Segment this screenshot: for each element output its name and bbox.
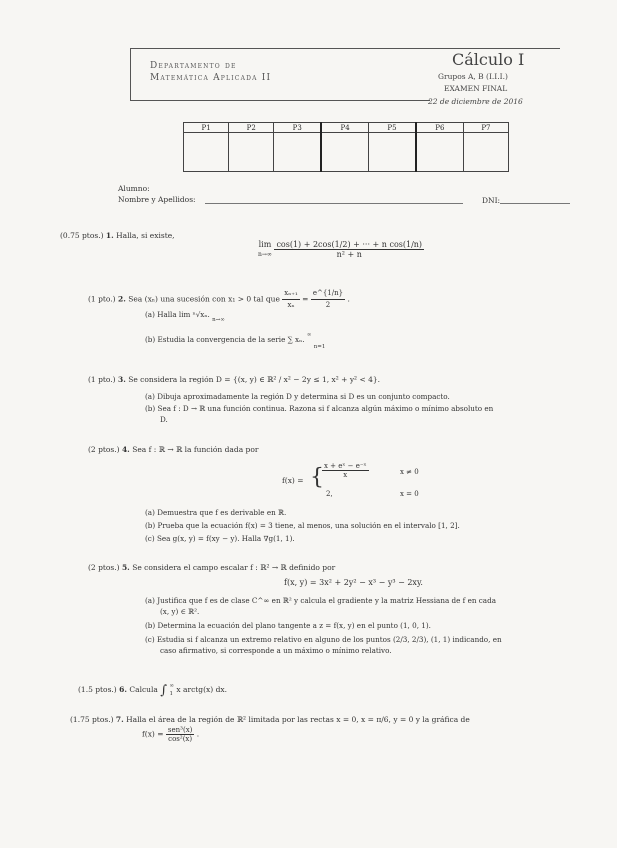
limit-subscript: n→∞	[258, 251, 272, 258]
problem-4	[88, 444, 258, 455]
grade-cell[interactable]	[184, 133, 229, 172]
item-text: Demuestra que f es derivable en ℝ.	[157, 508, 287, 517]
problem-6	[78, 682, 227, 698]
problem-3-text: Se considera la región D = {(x, y) ∈ ℝ² / x² − 2y ≤ 1, x² + y² < 4}.	[128, 375, 381, 384]
problem-3-item-b	[145, 404, 493, 414]
problem-4-number: 4.	[121, 445, 130, 454]
exam-label: EXAMEN FINAL	[444, 84, 508, 93]
problem-2-period: .	[347, 294, 350, 304]
problem-5-item-a-cont	[160, 607, 199, 617]
dni-label: DNI:	[482, 196, 501, 205]
problem-5-item-b	[145, 621, 431, 631]
item-text: (x, y) ∈ ℝ².	[160, 607, 200, 616]
case1-numerator: x + eˣ − e⁻ˣ	[324, 462, 367, 470]
item-text: Sea g(x, y) = f(xy − y). Halla ∇g(1, 1).	[156, 534, 295, 543]
item-label: (c)	[145, 635, 155, 644]
item-label: (b)	[145, 335, 156, 344]
integral-sign: ∫	[160, 683, 168, 698]
item-text: Prueba que la ecuación f(x) = 3 tiene, al menos, una solución en el intervalo [1, 2].	[157, 521, 460, 530]
problem-1-points: (0.75 ptos.)	[60, 231, 104, 240]
grade-col-p5: P5	[369, 123, 416, 133]
problem-6-points: (1.5 ptos.)	[78, 685, 117, 694]
grade-cell[interactable]	[369, 133, 416, 172]
problem-7-number: 7.	[115, 715, 124, 724]
problem-4-item-a	[145, 508, 286, 518]
problem-5-points: (2 ptos.)	[88, 563, 120, 572]
item-text: Justifica que f es de clase C^∞ en ℝ² y calcula el gradiente y la matriz Hessiana de f en cada	[157, 596, 496, 605]
problem-2	[88, 288, 350, 311]
item-text: caso afirmativo, si corresponde a un máximo o mínimo relativo.	[160, 646, 392, 655]
piecewise-brace: {	[310, 465, 324, 490]
item-text: Dibuja aproximadamente la región D y determina si D es un conjunto compacto.	[157, 392, 450, 401]
fx-numerator: sen³(x)	[167, 726, 193, 734]
integral-upper: ∞	[169, 683, 175, 689]
problem-3-item-b-cont	[160, 415, 168, 425]
problem-5-item-a	[145, 596, 496, 606]
problem-3-number: 3.	[117, 375, 126, 384]
integrand: x arctg(x) dx.	[176, 685, 227, 694]
item-text: Sea f : D → ℝ una función continua. Razona si f alcanza algún máximo o mínimo absoluto en	[157, 404, 494, 413]
problem-4-text: Sea f : ℝ → ℝ la función dada por	[132, 445, 259, 454]
problem-1	[60, 230, 175, 241]
item-text: Estudia la convergencia de la serie ∑ xₙ.	[157, 335, 305, 344]
rhs-numerator: e^{1/n}	[311, 288, 345, 300]
header-left-rule	[130, 48, 131, 100]
case2-value: 2,	[326, 490, 333, 498]
department-line-1: Departamento de	[150, 61, 237, 71]
problem-4-piecewise	[282, 462, 442, 502]
limit-operator: lim	[258, 240, 272, 249]
grade-col-p4: P4	[321, 123, 368, 133]
problem-3	[88, 374, 380, 385]
grade-table	[183, 122, 509, 172]
item-label: (a)	[145, 596, 155, 605]
integral-lower: 1	[169, 691, 173, 697]
item-text: Halla lim ⁿ√xₙ.	[157, 310, 210, 319]
problem-2-text: Sea (xₙ) una sucesión con x₁ > 0 tal que	[128, 294, 280, 304]
grade-col-p2: P2	[229, 123, 274, 133]
exam-date: 22 de diciembre de 2016	[428, 97, 523, 106]
problem-2-item-b	[145, 332, 326, 350]
student-label: Alumno:	[118, 184, 150, 193]
grade-cell[interactable]	[229, 133, 274, 172]
problem-7	[70, 714, 470, 725]
problem-3-points: (1 pto.)	[88, 375, 116, 384]
ratio-denominator: xₙ	[287, 301, 295, 309]
name-label: Nombre y Apellidos:	[118, 195, 196, 204]
problem-7-function	[142, 726, 199, 743]
case1-denominator: x	[343, 471, 348, 479]
problem-4-item-b	[145, 521, 460, 531]
problem-1-formula	[258, 240, 424, 259]
ratio-numerator: xₙ₊₁	[282, 288, 299, 300]
item-label: (a)	[145, 508, 155, 517]
limit-denominator: n² + n	[336, 250, 362, 259]
item-text: Estudia si f alcanza un extremo relativo en alguno de los puntos (2/3, 2/3), (1, 1) indicando, en	[156, 635, 502, 644]
grade-cell[interactable]	[321, 133, 368, 172]
ratio-equals: =	[302, 294, 309, 304]
problem-3-item-a	[145, 392, 450, 402]
item-label: (b)	[145, 521, 156, 530]
fx-denominator: cos²(x)	[168, 735, 193, 743]
course-title: Cálculo I	[452, 50, 525, 69]
fx-period: .	[196, 729, 200, 739]
problem-5	[88, 562, 335, 573]
item-subscript: n=1	[313, 344, 326, 350]
problem-1-text: Halla, si existe,	[116, 231, 175, 240]
problem-2-item-a	[145, 310, 225, 321]
grade-col-p6: P6	[416, 123, 463, 133]
department-name	[150, 60, 271, 84]
problem-5-number: 5.	[121, 563, 130, 572]
dni-field-line[interactable]	[500, 203, 570, 204]
problem-5-item-c	[145, 635, 502, 645]
grade-col-p3: P3	[274, 123, 321, 133]
rhs-denominator: 2	[325, 301, 331, 309]
item-label: (b)	[145, 621, 156, 630]
problem-2-points: (1 pto.)	[88, 294, 116, 304]
problem-5-item-c-cont	[160, 646, 392, 656]
name-field-line[interactable]	[205, 203, 463, 204]
case1-condition: x ≠ 0	[400, 468, 419, 476]
grade-cell[interactable]	[274, 133, 321, 172]
problem-7-text: Halla el área de la región de ℝ² limitada por las rectas x = 0, x = π/6, y = 0 y la gráfica de	[126, 715, 470, 724]
item-text: D.	[160, 415, 168, 424]
grade-col-p1: P1	[184, 123, 229, 133]
group-label: Grupos A, B (I.I.I.)	[438, 72, 508, 81]
item-label: (a)	[145, 392, 155, 401]
problem-2-number: 2.	[117, 294, 126, 304]
item-superscript: ∞	[306, 332, 312, 338]
item-label: (a)	[145, 310, 155, 319]
problem-4-item-c	[145, 534, 295, 544]
problem-6-text: Calcula	[129, 685, 158, 694]
problem-4-points: (2 ptos.)	[88, 445, 120, 454]
grade-cell[interactable]	[463, 133, 508, 172]
item-label: (b)	[145, 404, 156, 413]
problem-7-points: (1.75 ptos.)	[70, 715, 114, 724]
item-label: (c)	[145, 534, 155, 543]
problem-5-formula: f(x, y) = 3x² + 2y² − x³ − y³ − 2xy.	[284, 578, 423, 587]
item-subscript: n→∞	[212, 317, 225, 323]
fx-lhs: f(x) =	[142, 729, 164, 739]
piecewise-lhs: f(x) =	[282, 476, 304, 485]
problem-1-number: 1.	[105, 231, 114, 240]
case2-condition: x = 0	[400, 490, 419, 498]
limit-numerator: cos(1) + 2cos(1/2) + ··· + n cos(1/n)	[276, 240, 423, 249]
header-bottom-rule	[130, 100, 430, 101]
grade-col-p7: P7	[463, 123, 508, 133]
problem-6-number: 6.	[119, 685, 127, 694]
department-line-2: Matemática Aplicada II	[150, 73, 272, 83]
header-top-rule	[130, 48, 560, 49]
problem-5-text: Se considera el campo escalar f : ℝ² → ℝ definido por	[132, 563, 336, 572]
item-text: Determina la ecuación del plano tangente a z = f(x, y) en el punto (1, 0, 1).	[157, 621, 431, 630]
grade-cell[interactable]	[416, 133, 463, 172]
